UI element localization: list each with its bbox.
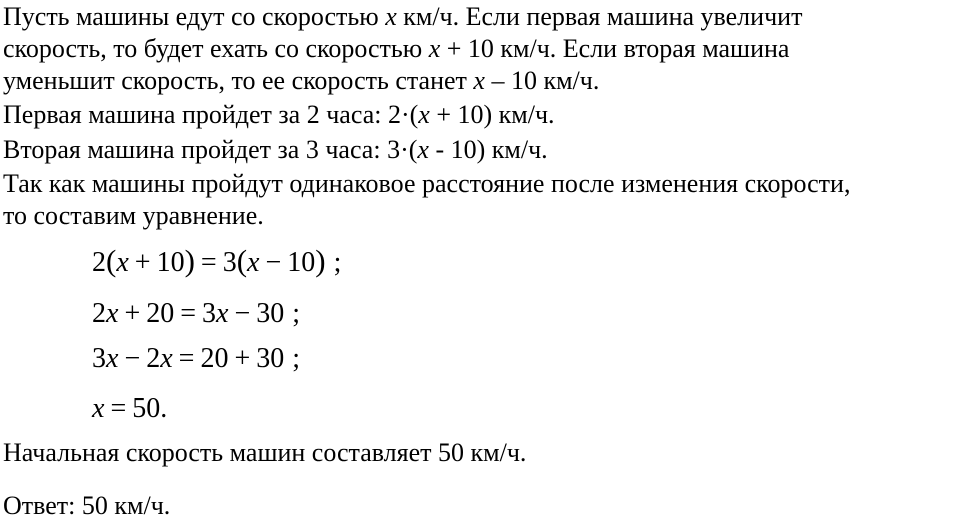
eq-punct: . bbox=[160, 393, 168, 424]
text-segment: уменьшит скорость, то ее скорость станет bbox=[3, 66, 467, 95]
text-segment: скорость, то будет ехать со скоростью bbox=[3, 34, 423, 63]
eq-result: 50 bbox=[132, 393, 161, 424]
eq-punct: ; bbox=[292, 343, 301, 374]
eq-term: 10 bbox=[156, 247, 185, 278]
variable-x: x bbox=[428, 34, 441, 63]
eq-operator: = bbox=[110, 393, 127, 424]
eq-paren: ( bbox=[236, 243, 248, 278]
eq-paren: ) bbox=[315, 243, 326, 278]
variable-x: x bbox=[418, 100, 430, 129]
eq-operator: = bbox=[180, 298, 197, 329]
conclusion-text: Начальная скорость машин составляет 50 км/ч. bbox=[3, 438, 527, 467]
eq-term: 20 bbox=[200, 343, 229, 374]
equation-1 bbox=[92, 244, 341, 280]
variable-x: x bbox=[106, 298, 119, 329]
eq-operator: − bbox=[124, 343, 141, 374]
text-line-2 bbox=[3, 32, 789, 65]
eq-operator: − bbox=[265, 247, 282, 278]
eq-operator: + bbox=[134, 247, 151, 278]
eq-operator: = bbox=[200, 247, 217, 278]
equation-4 bbox=[92, 392, 167, 426]
text-segment: Пусть машины едут со скоростью bbox=[3, 2, 379, 31]
variable-x: x bbox=[106, 343, 119, 374]
eq-punct: ; bbox=[333, 247, 342, 278]
text-segment: + 10 км/ч. Если вторая машина bbox=[446, 34, 790, 63]
eq-operator: − bbox=[234, 298, 251, 329]
eq-term: 3 bbox=[222, 247, 237, 278]
variable-x: x bbox=[116, 247, 129, 278]
equation-2 bbox=[92, 297, 300, 331]
text-line-3 bbox=[3, 64, 599, 97]
eq-operator: + bbox=[124, 298, 141, 329]
text-line-6: Так как машины пройдут одинаковое расстояние после изменения скорости, bbox=[3, 169, 851, 198]
eq-punct: ; bbox=[292, 298, 301, 329]
text-segment: Первая машина пройдет за 2 часа: 2·( bbox=[3, 100, 419, 129]
eq-paren: ( bbox=[106, 243, 117, 278]
eq-term: 3 bbox=[202, 298, 217, 329]
eq-term: 30 bbox=[256, 298, 285, 329]
variable-x: x bbox=[473, 66, 485, 95]
eq-term: 2 bbox=[146, 343, 161, 374]
eq-term: 30 bbox=[256, 343, 285, 374]
variable-x: x bbox=[385, 2, 397, 31]
text-line-4 bbox=[3, 98, 555, 131]
variable-x: x bbox=[216, 298, 229, 329]
variable-x: x bbox=[160, 343, 173, 374]
eq-term: 10 bbox=[287, 247, 316, 278]
text-segment: км/ч. Если первая машина увеличит bbox=[403, 2, 803, 31]
text-line-1 bbox=[3, 0, 802, 33]
variable-x: x bbox=[92, 393, 105, 424]
text-line-5 bbox=[3, 133, 548, 166]
eq-paren: ) bbox=[184, 243, 195, 278]
text-segment: - 10) км/ч. bbox=[435, 135, 548, 164]
variable-x: x bbox=[247, 247, 260, 278]
text-segment: – 10 км/ч. bbox=[491, 66, 600, 95]
text-segment: + 10) км/ч. bbox=[436, 100, 555, 129]
eq-term: 20 bbox=[146, 298, 175, 329]
answer-text: Ответ: 50 км/ч. bbox=[3, 491, 171, 520]
text-line-7: то составим уравнение. bbox=[3, 201, 264, 230]
equation-3 bbox=[92, 342, 300, 376]
eq-term: 3 bbox=[92, 343, 106, 374]
variable-x: x bbox=[417, 135, 429, 164]
eq-term: 2 bbox=[92, 247, 106, 278]
eq-term: 2 bbox=[92, 298, 106, 329]
eq-operator: = bbox=[178, 343, 195, 374]
text-segment: Вторая машина пройдет за 3 часа: 3·( bbox=[3, 135, 418, 164]
eq-operator: + bbox=[234, 343, 251, 374]
